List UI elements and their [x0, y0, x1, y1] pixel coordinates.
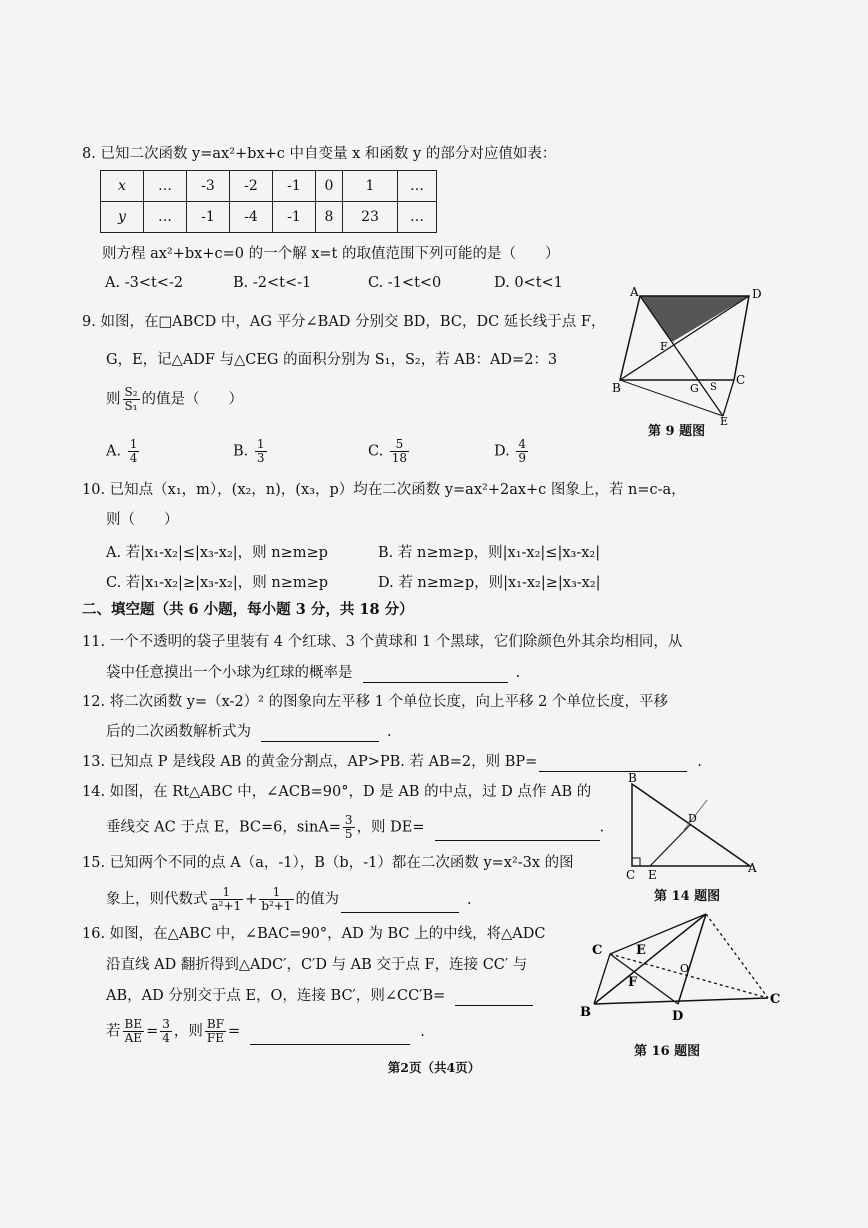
- q8-stem: 8. 已知二次函数 y=ax²+bx+c 中自变量 x 和函数 y 的部分对应值如表：: [82, 146, 557, 162]
- label-g: G: [690, 382, 699, 395]
- table-cell: 23: [343, 202, 398, 233]
- frac-num: BF: [206, 1017, 225, 1031]
- q15-line2: [106, 886, 472, 913]
- q14-sin-fraction: [343, 814, 355, 841]
- frac-den: b²+1: [261, 899, 292, 913]
- q14-text-pre: 垂线交 AC 于点 E，BC=6，sinA=: [106, 819, 341, 836]
- q13-line1: [82, 752, 702, 772]
- q15-text-post: 的值为: [295, 891, 339, 908]
- q16-text-pre: 若: [106, 1023, 121, 1040]
- q14-text-post: ，则 DE=: [356, 819, 425, 836]
- q12-answer-blank[interactable]: [261, 723, 379, 742]
- table-cell: y: [101, 202, 144, 233]
- label-b: B: [580, 1005, 591, 1020]
- table-cell: …: [144, 171, 187, 202]
- q9-line3-pre: 则: [106, 391, 121, 408]
- table-cell: -4: [230, 202, 273, 233]
- option-fraction: [390, 438, 409, 465]
- table-cell: …: [398, 171, 437, 202]
- label-b: B: [628, 772, 637, 785]
- label-a: A: [630, 285, 639, 299]
- frac-den: 4: [162, 1031, 170, 1045]
- frac-num: 1: [256, 437, 265, 451]
- table-cell: 0: [316, 171, 343, 202]
- q9-option-d: [494, 438, 530, 465]
- segment-ac-prime: [610, 914, 706, 954]
- q8-y-row: [101, 202, 437, 233]
- table-cell: -1: [273, 202, 316, 233]
- segment-ac: [706, 914, 768, 998]
- table-cell: -1: [273, 171, 316, 202]
- label-f: F: [660, 340, 668, 353]
- q10-option-c: C. 若|x₁-x₂|≥|x₃-x₂|，则 n≥m≥p: [106, 575, 329, 591]
- label-s: S: [710, 382, 717, 393]
- q9-parallelogram-figure: [610, 282, 770, 427]
- label-e: E: [720, 415, 729, 427]
- q16-line1: 16. 如图，在△ABC 中，∠BAC=90°，AD 为 BC 上的中线，将△ADC: [82, 926, 546, 942]
- q8-option-b: B. -2<t<-1: [233, 275, 312, 291]
- frac-den: FE: [206, 1031, 224, 1045]
- plus-sign: +: [245, 891, 258, 908]
- q9-ratio-fraction: [123, 386, 140, 413]
- q9-line1: 9. 如图，在□ABCD 中，AG 平分∠BAD 分别交 BD，BC，DC 延长线于点 F，: [82, 314, 606, 330]
- frac-den: a²+1: [211, 899, 242, 913]
- label-c-prime: C: [592, 943, 603, 958]
- q16-line2: 沿直线 AD 翻折得到△ADC′，C′D 与 AB 交于点 F，连接 CC′ 与: [106, 957, 528, 973]
- q11-answer-blank[interactable]: [363, 664, 508, 683]
- q8-question: 则方程 ax²+bx+c=0 的一个解 x=t 的取值范围下列可能的是（ ）: [102, 246, 560, 262]
- option-fraction: [128, 438, 140, 465]
- q15-line1: 15. 已知两个不同的点 A（a，-1），B（b，-1）都在二次函数 y=x²-3x 的图: [82, 855, 574, 871]
- q12-line2: [106, 722, 392, 742]
- segment-c-prime-d: [610, 954, 678, 1004]
- label-b: B: [612, 381, 621, 395]
- q8-x-row: [101, 171, 437, 202]
- q12-line1: 12. 将二次函数 y=（x-2）² 的图象向左平移 1 个单位长度，向上平移 2 个单位长度，平移: [82, 694, 668, 710]
- frac-den: 9: [518, 451, 526, 465]
- section-heading: 二、填空题（共 6 小题，每小题 3 分，共 18 分）: [82, 601, 414, 618]
- table-cell: 1: [343, 171, 398, 202]
- dc-extension: [723, 380, 734, 416]
- q10-option-a: A. 若|x₁-x₂|≤|x₃-x₂|，则 n≥m≥p: [106, 545, 328, 561]
- frac-den: 3: [256, 451, 265, 465]
- q16-figure-caption: 第 16 题图: [634, 1044, 701, 1059]
- segment-ad: [678, 914, 706, 1004]
- frac-num: 3: [344, 813, 353, 827]
- frac-num: 3: [162, 1017, 170, 1031]
- q15-end: .: [467, 891, 472, 908]
- q16-text: AB，AD 分别交于点 E，O，连接 BC′，则∠CC′B=: [106, 988, 446, 1004]
- q16-text-mid: ，则: [173, 1023, 203, 1040]
- q16-fraction-bf-fe: [205, 1018, 226, 1045]
- q16-answer-blank-2[interactable]: [250, 1026, 410, 1045]
- label-c: C: [626, 868, 636, 882]
- page-footer: 第2页（共4页）: [387, 1060, 481, 1075]
- q16-fraction-value: [160, 1018, 172, 1045]
- q9-line3: [106, 386, 243, 413]
- frac-num: 1: [259, 886, 293, 900]
- q14-end: .: [599, 819, 605, 836]
- option-label: A.: [106, 443, 122, 460]
- q11-end: .: [515, 665, 521, 681]
- q9-figure-caption: 第 9 题图: [648, 424, 706, 439]
- label-d: D: [672, 1009, 684, 1024]
- label-e: E: [648, 868, 657, 882]
- frac-num: 1: [129, 437, 138, 451]
- frac-num: 5: [390, 438, 409, 452]
- q9-option-c: [368, 438, 411, 465]
- table-cell: x: [101, 171, 144, 202]
- q8-value-table: [100, 170, 437, 233]
- frac-num: 4: [518, 437, 526, 451]
- q16-line4: 若 $\frac{BE}{AE}$ = $\frac{3}{4}$ ，则 $\frac{BF}{FE}$ = .: [106, 1017, 425, 1045]
- q9-option-b: [233, 438, 269, 465]
- q16-text-post: =: [228, 1023, 241, 1040]
- label-c: C: [736, 373, 746, 387]
- q15-answer-blank[interactable]: [341, 894, 459, 913]
- q15-fraction-a: [210, 886, 244, 913]
- frac-num: BE: [124, 1017, 143, 1031]
- q11-line1: 11. 一个不透明的袋子里装有 4 个红球、3 个黄球和 1 个黑球，它们除颜色外其余均相同，从: [82, 634, 683, 650]
- q10-line2: 则（ ）: [106, 512, 179, 528]
- label-a: A: [748, 861, 757, 875]
- q12-text: 后的二次函数解析式为: [106, 724, 251, 740]
- frac-den: 5: [344, 827, 353, 841]
- q16-line3: [106, 986, 533, 1006]
- q10-option-b: B. 若 n≥m≥p，则|x₁-x₂|≤|x₃-x₂|: [378, 545, 601, 561]
- frac-den: 18: [391, 451, 408, 465]
- q16-end: .: [420, 1023, 425, 1040]
- table-cell: -2: [230, 171, 273, 202]
- option-fraction: [516, 438, 528, 465]
- q14-line1: 14. 如图，在 Rt△ABC 中，∠ACB=90°，D 是 AB 的中点，过 D 点作 AB 的: [82, 784, 592, 800]
- label-c: C: [770, 992, 781, 1007]
- table-cell: 8: [316, 202, 343, 233]
- q9-line2: G，E，记△ADF 与△CEG 的面积分别为 S₁，S₂，若 AB：AD=2：3: [106, 352, 558, 368]
- segment-ab: [594, 914, 706, 1004]
- table-cell: -1: [187, 202, 230, 233]
- option-label: D.: [494, 443, 510, 460]
- label-f: F: [628, 975, 638, 990]
- auxiliary-line: [620, 380, 723, 416]
- q8-option-a: A. -3<t<-2: [105, 275, 184, 291]
- q16-answer-blank-1[interactable]: [455, 987, 533, 1006]
- q14-figure-caption: 第 14 题图: [654, 889, 721, 904]
- q14-triangle-figure: [622, 772, 762, 882]
- q13-text: 13. 已知点 P 是线段 AB 的黄金分割点，AP>PB. 若 AB=2，则 BP=: [82, 754, 538, 770]
- q14-line2: [106, 814, 604, 841]
- perpendicular-de: [650, 825, 690, 866]
- label-d: D: [688, 812, 697, 825]
- table-cell: …: [398, 202, 437, 233]
- q8-option-d: D. 0<t<1: [494, 275, 563, 291]
- q8-option-c: C. -1<t<0: [368, 275, 442, 291]
- q10-line1: 10. 已知点（x₁，m），(x₂，n)，(x₃，p）均在二次函数 y=ax²+2ax+c 图象上，若 n=c-a，: [82, 482, 686, 498]
- q9-line3-post: 的值是（ ）: [141, 391, 244, 408]
- q13-end: .: [697, 754, 702, 770]
- segment-bc-prime: [594, 954, 610, 1004]
- frac-den: S₁: [124, 399, 138, 413]
- frac-den: AE: [124, 1031, 142, 1045]
- q14-answer-blank[interactable]: [435, 822, 600, 841]
- option-label: C.: [368, 443, 384, 460]
- q9-option-a: [106, 438, 141, 465]
- q11-text: 袋中任意摸出一个小球为红球的概率是: [106, 665, 353, 681]
- q15-fraction-b: [259, 886, 293, 913]
- q12-end: .: [387, 724, 392, 740]
- q11-line2: [106, 663, 520, 683]
- frac-num: S₂: [124, 385, 138, 399]
- q13-answer-blank[interactable]: [539, 753, 687, 772]
- q15-text-pre: 象上，则代数式: [106, 891, 208, 908]
- label-o: O: [680, 962, 690, 975]
- q16-fraction-be-ae: [123, 1018, 145, 1045]
- table-cell: …: [144, 202, 187, 233]
- label-e: E: [636, 943, 646, 958]
- q16-fold-figure: [578, 906, 786, 1028]
- q10-option-d: D. 若 n≥m≥p，则|x₁-x₂|≥|x₃-x₂|: [378, 575, 601, 591]
- triangle-abc: [632, 784, 750, 866]
- segment-bc: [594, 998, 768, 1004]
- right-angle-mark: [632, 858, 640, 866]
- table-cell: -3: [187, 171, 230, 202]
- option-fraction: [255, 438, 267, 465]
- option-label: B.: [233, 443, 249, 460]
- label-d: D: [752, 287, 762, 301]
- frac-num: 1: [210, 886, 244, 900]
- frac-den: 4: [129, 451, 138, 465]
